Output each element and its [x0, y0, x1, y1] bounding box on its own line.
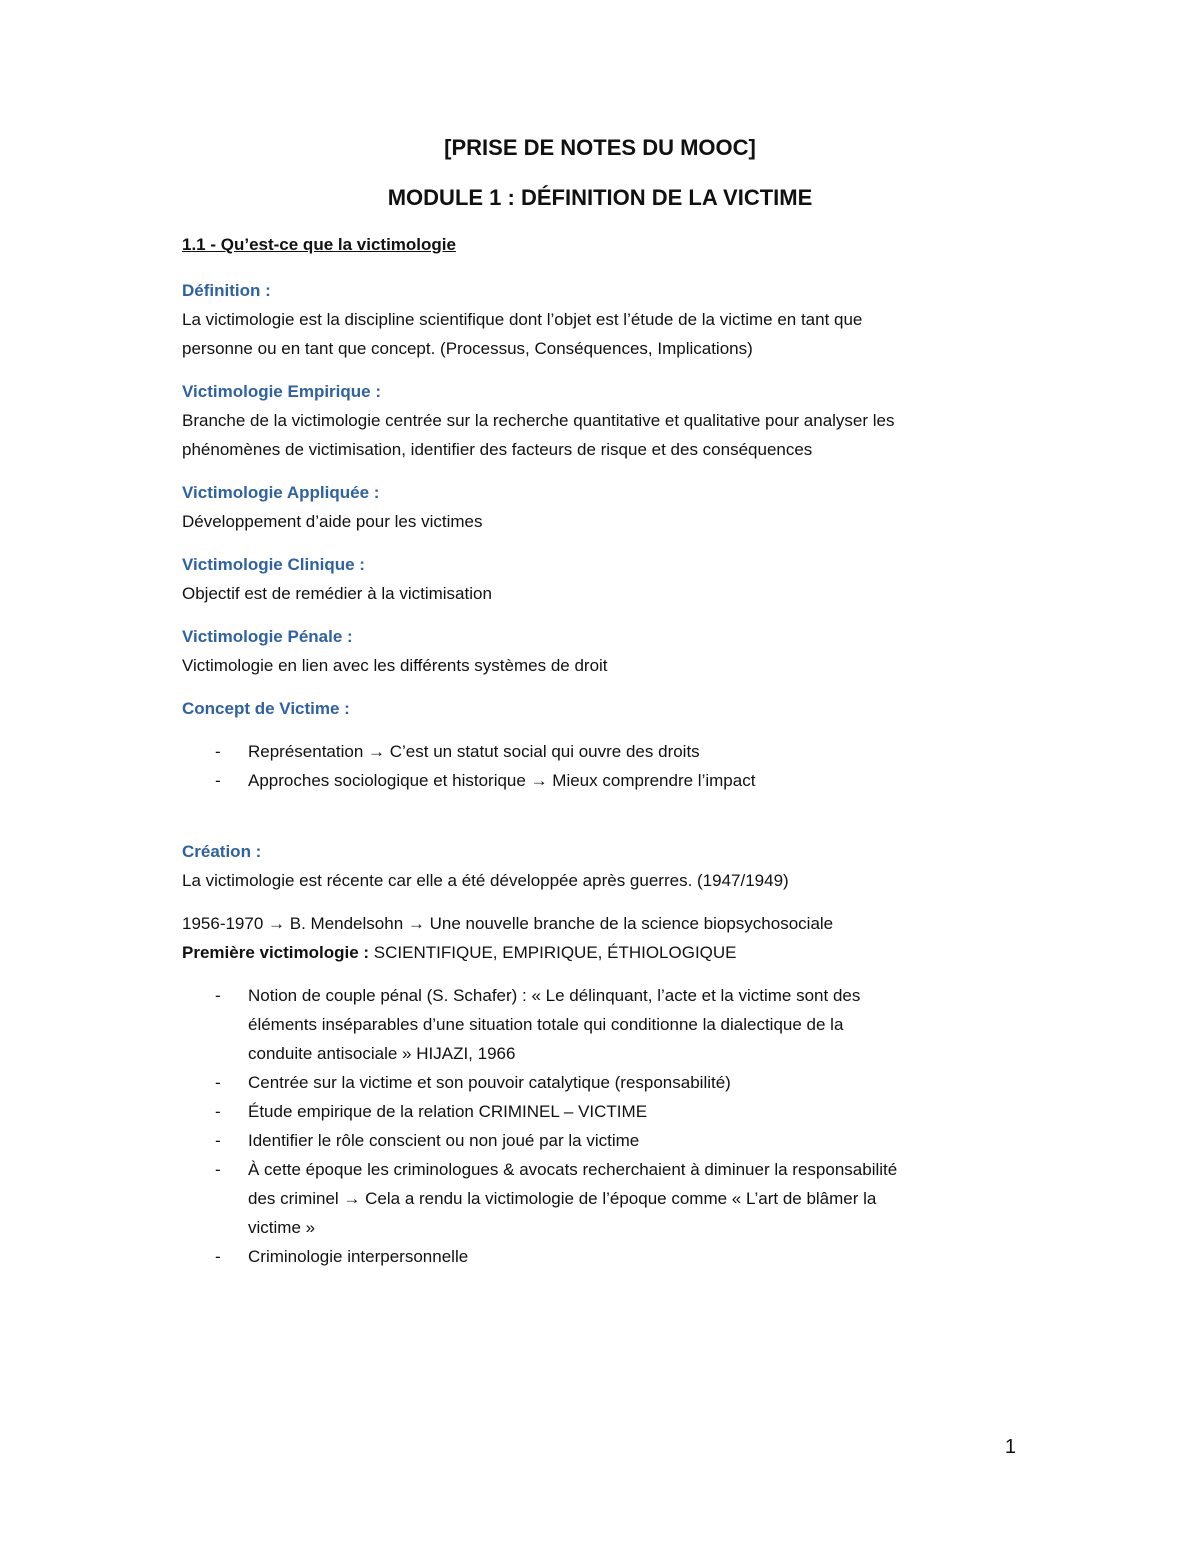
list-item [182, 981, 1022, 1068]
list-item-line: - Criminologie interpersonnelle [248, 1247, 469, 1266]
empirique-line: Branche de la victimologie centrée sur la recherche quantitative et qualitative pour analyser les [182, 411, 895, 430]
definition-line: La victimologie est la discipline scientifique dont l’objet est l’étude de la victime en tant que [182, 310, 863, 329]
list-item-line: - Étude empirique de la relation CRIMINEL – VICTIME [248, 1102, 648, 1121]
concept-block [182, 694, 1022, 795]
appliquee-heading: Victimologie Appliquée : [182, 483, 380, 502]
list-item [182, 1242, 1022, 1271]
empirique-heading: Victimologie Empirique : [182, 382, 381, 401]
definition-heading: Définition : [182, 281, 271, 300]
list-item [182, 1155, 1022, 1242]
list-item [182, 1097, 1022, 1126]
list-item-line: - Notion de couple pénal (S. Schafer) : « Le délinquant, l’acte et la victime sont des [248, 986, 861, 1005]
list-item-line: des criminel → Cela a rendu la victimologie de l’époque comme « L’art de blâmer la [248, 1189, 877, 1208]
module-title: MODULE 1 : DÉFINITION DE LA VICTIME [387, 185, 813, 210]
list-item-line: - À cette époque les criminologues & avocats recherchaient à diminuer la responsabilité [248, 1160, 898, 1179]
appliquee-line: Développement d’aide pour les victimes [182, 512, 483, 531]
definition-block [182, 276, 1022, 363]
clinique-line: Objectif est de remédier à la victimisation [182, 584, 492, 603]
creation-intro: La victimologie est récente car elle a été développée après guerres. (1947/1949) [182, 871, 789, 890]
creation-heading: Création : [182, 842, 262, 861]
creation-list [182, 981, 1022, 1271]
appliquee-block [182, 478, 1022, 536]
page-number: 1 [1004, 1436, 1016, 1458]
clinique-heading: Victimologie Clinique : [182, 555, 365, 574]
penale-line: Victimologie en lien avec les différents systèmes de droit [182, 656, 608, 675]
concept-heading: Concept de Victime : [182, 699, 350, 718]
clinique-block [182, 550, 1022, 608]
creation-block [182, 837, 1022, 1271]
list-item-line: conduite antisociale » HIJAZI, 1966 [248, 1044, 516, 1063]
list-item-line: - Centrée sur la victime et son pouvoir catalytique (responsabilité) [248, 1073, 731, 1092]
list-item-line: - Identifier le rôle conscient ou non joué par la victime [248, 1131, 640, 1150]
penale-heading: Victimologie Pénale : [182, 627, 353, 646]
list-item: - Approches sociologique et historique → Mieux comprendre l’impact [182, 766, 1022, 795]
concept-list [182, 737, 1022, 795]
list-item [182, 1068, 1022, 1097]
list-item-line: victime » [248, 1218, 316, 1237]
notes-content [182, 276, 1022, 1271]
definition-line: personne ou en tant que concept. (Processus, Conséquences, Implications) [182, 339, 753, 358]
list-item-line: éléments inséparables d’une situation totale qui conditionne la dialectique de la [248, 1015, 844, 1034]
list-item [182, 1126, 1022, 1155]
empirique-block [182, 377, 1022, 464]
first-victimology-label: Première victimologie : [182, 943, 370, 962]
list-item: - Représentation → C’est un statut social qui ouvre des droits [182, 737, 1022, 766]
creation-timeline: 1956-1970 → B. Mendelsohn → Une nouvelle branche de la science biopsychosociale [182, 914, 834, 933]
document-title: [PRISE DE NOTES DU MOOC] [444, 135, 756, 160]
section-title: 1.1 - Qu’est-ce que la victimologie [182, 235, 456, 254]
first-victimology [182, 938, 1022, 967]
empirique-line: phénomènes de victimisation, identifier des facteurs de risque et des conséquences [182, 440, 813, 459]
first-victimology-value: SCIENTIFIQUE, EMPIRIQUE, ÉTHIOLOGIQUE [369, 943, 737, 962]
penale-block [182, 622, 1022, 680]
